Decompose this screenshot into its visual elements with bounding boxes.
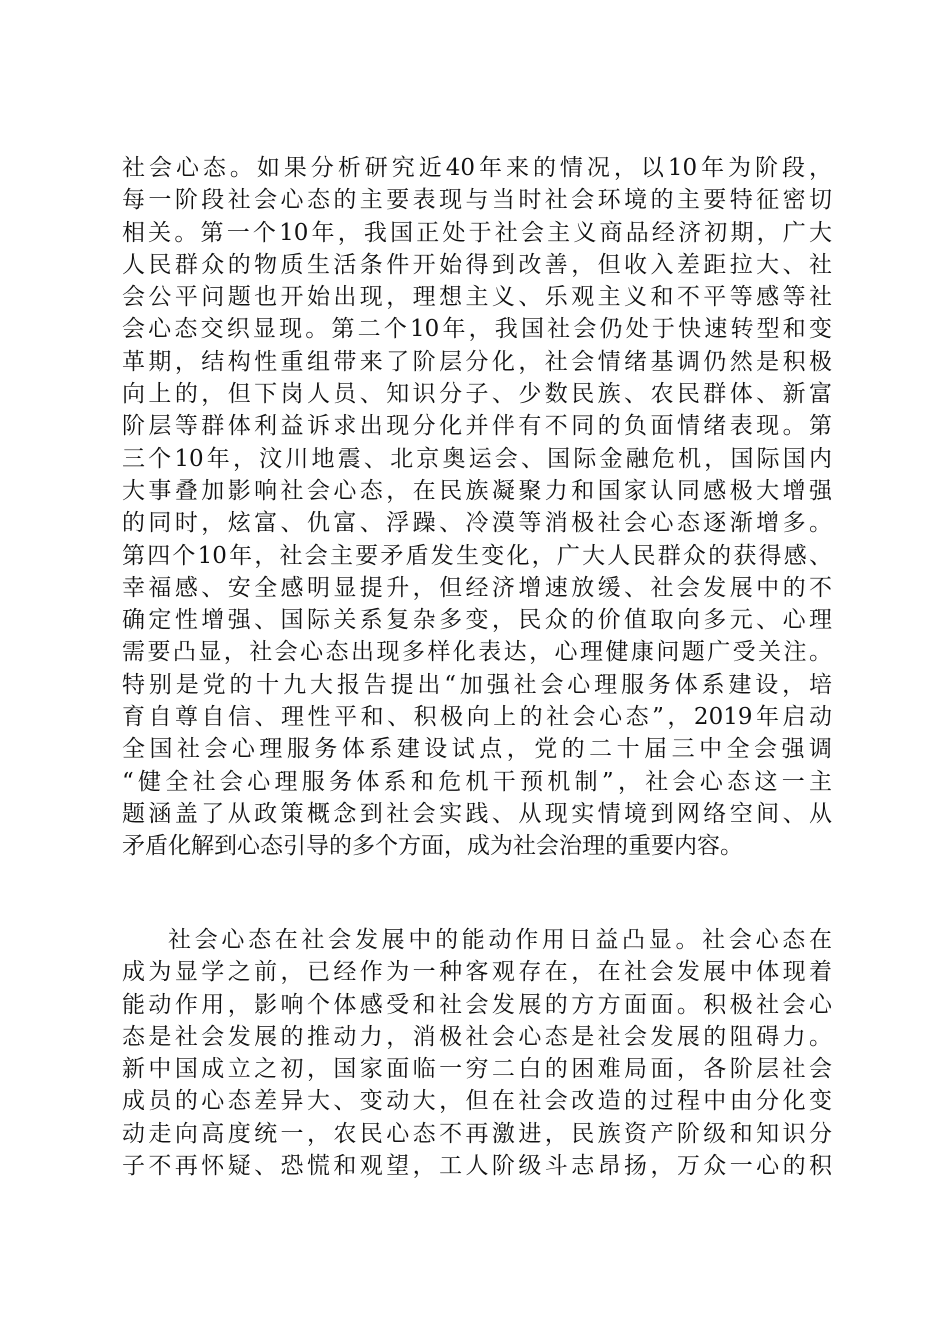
paragraph-line: 题涵盖了从政策概念到社会实践、从现实情境到网络空间、从: [122, 800, 832, 827]
paragraph-2: [122, 924, 832, 1182]
paragraph-line: 成为显学之前，已经作为一种客观存在，在社会发展中体现着: [122, 959, 832, 986]
paragraph-line: 相关。第一个10年，我国正处于社会主义商品经济初期，广大: [122, 219, 832, 246]
paragraph-line: 能动作用，影响个体感受和社会发展的方方面面。积极社会心: [122, 991, 832, 1018]
paragraph-line: 新中国成立之初，国家面临一穷二白的困难局面，各阶层社会: [122, 1056, 832, 1083]
paragraph-line: 革期，结构性重组带来了阶层分化，社会情绪基调仍然是积极: [122, 348, 832, 375]
paragraph-line: 态是社会发展的推动力，消极社会心态是社会发展的阻碍力。: [122, 1023, 832, 1050]
paragraph-line: 育自尊自信、理性平和、积极向上的社会心态”，2019年启动: [122, 704, 832, 731]
paragraph-line: 成员的心态差异大、变动大，但在社会改造的过程中由分化变: [122, 1088, 832, 1115]
paragraph-line: 全国社会心理服务体系建设试点，党的二十届三中全会强调: [122, 736, 832, 763]
paragraph-line: 大事叠加影响社会心态，在民族凝聚力和国家认同感极大增强: [122, 477, 832, 504]
paragraph-line: “健全社会心理服务体系和危机干预机制”，社会心态这一主: [122, 768, 832, 795]
paragraph-line: 特别是党的十九大报告提出“加强社会心理服务体系建设，培: [122, 671, 832, 698]
paragraph-line: 幸福感、安全感明显提升，但经济增速放缓、社会发展中的不: [122, 574, 832, 601]
paragraph-line: 确定性增强、国际关系复杂多变，民众的价值取向多元、心理: [122, 607, 832, 634]
paragraph-line: 的同时，炫富、仇富、浮躁、冷漠等消极社会心态逐渐增多。: [122, 510, 832, 537]
paragraph-line: 社会心态。如果分析研究近40年来的情况，以10年为阶段，: [122, 155, 832, 181]
paragraph-line: 人民群众的物质生活条件开始得到改善，但收入差距拉大、社: [122, 251, 832, 278]
paragraph-line: 矛盾化解到心态引导的多个方面，成为社会治理的重要内容。: [122, 833, 743, 860]
paragraph-1: [122, 152, 832, 863]
paragraph-line: 向上的，但下岗人员、知识分子、少数民族、农民群体、新富: [122, 381, 832, 408]
paragraph-line: 子不再怀疑、恐慌和观望，工人阶级斗志昂扬，万众一心的积: [122, 1153, 832, 1180]
paragraph-line: 会心态交织显现。第二个10年，我国社会仍处于快速转型和变: [122, 316, 832, 343]
paragraph-line: 社会心态在社会发展中的能动作用日益凸显。社会心态在: [168, 927, 832, 953]
paragraph-line: 三个10年，汶川地震、北京奥运会、国际金融危机，国际国内: [122, 445, 832, 472]
paragraph-line: 会公平问题也开始出现，理想主义、乐观主义和不平等感等社: [122, 284, 832, 311]
paragraph-line: 动走向高度统一，农民心态不再激进，民族资产阶级和知识分: [122, 1120, 832, 1147]
paragraph-line: 每一阶段社会心态的主要表现与当时社会环境的主要特征密切: [122, 187, 832, 214]
paragraph-line: 第四个10年，社会主要矛盾发生变化，广大人民群众的获得感、: [122, 542, 832, 569]
paragraph-line: 需要凸显，社会心态出现多样化表达，心理健康问题广受关注。: [122, 639, 832, 666]
paragraph-line: 阶层等群体利益诉求出现分化并伴有不同的负面情绪表现。第: [122, 413, 832, 440]
